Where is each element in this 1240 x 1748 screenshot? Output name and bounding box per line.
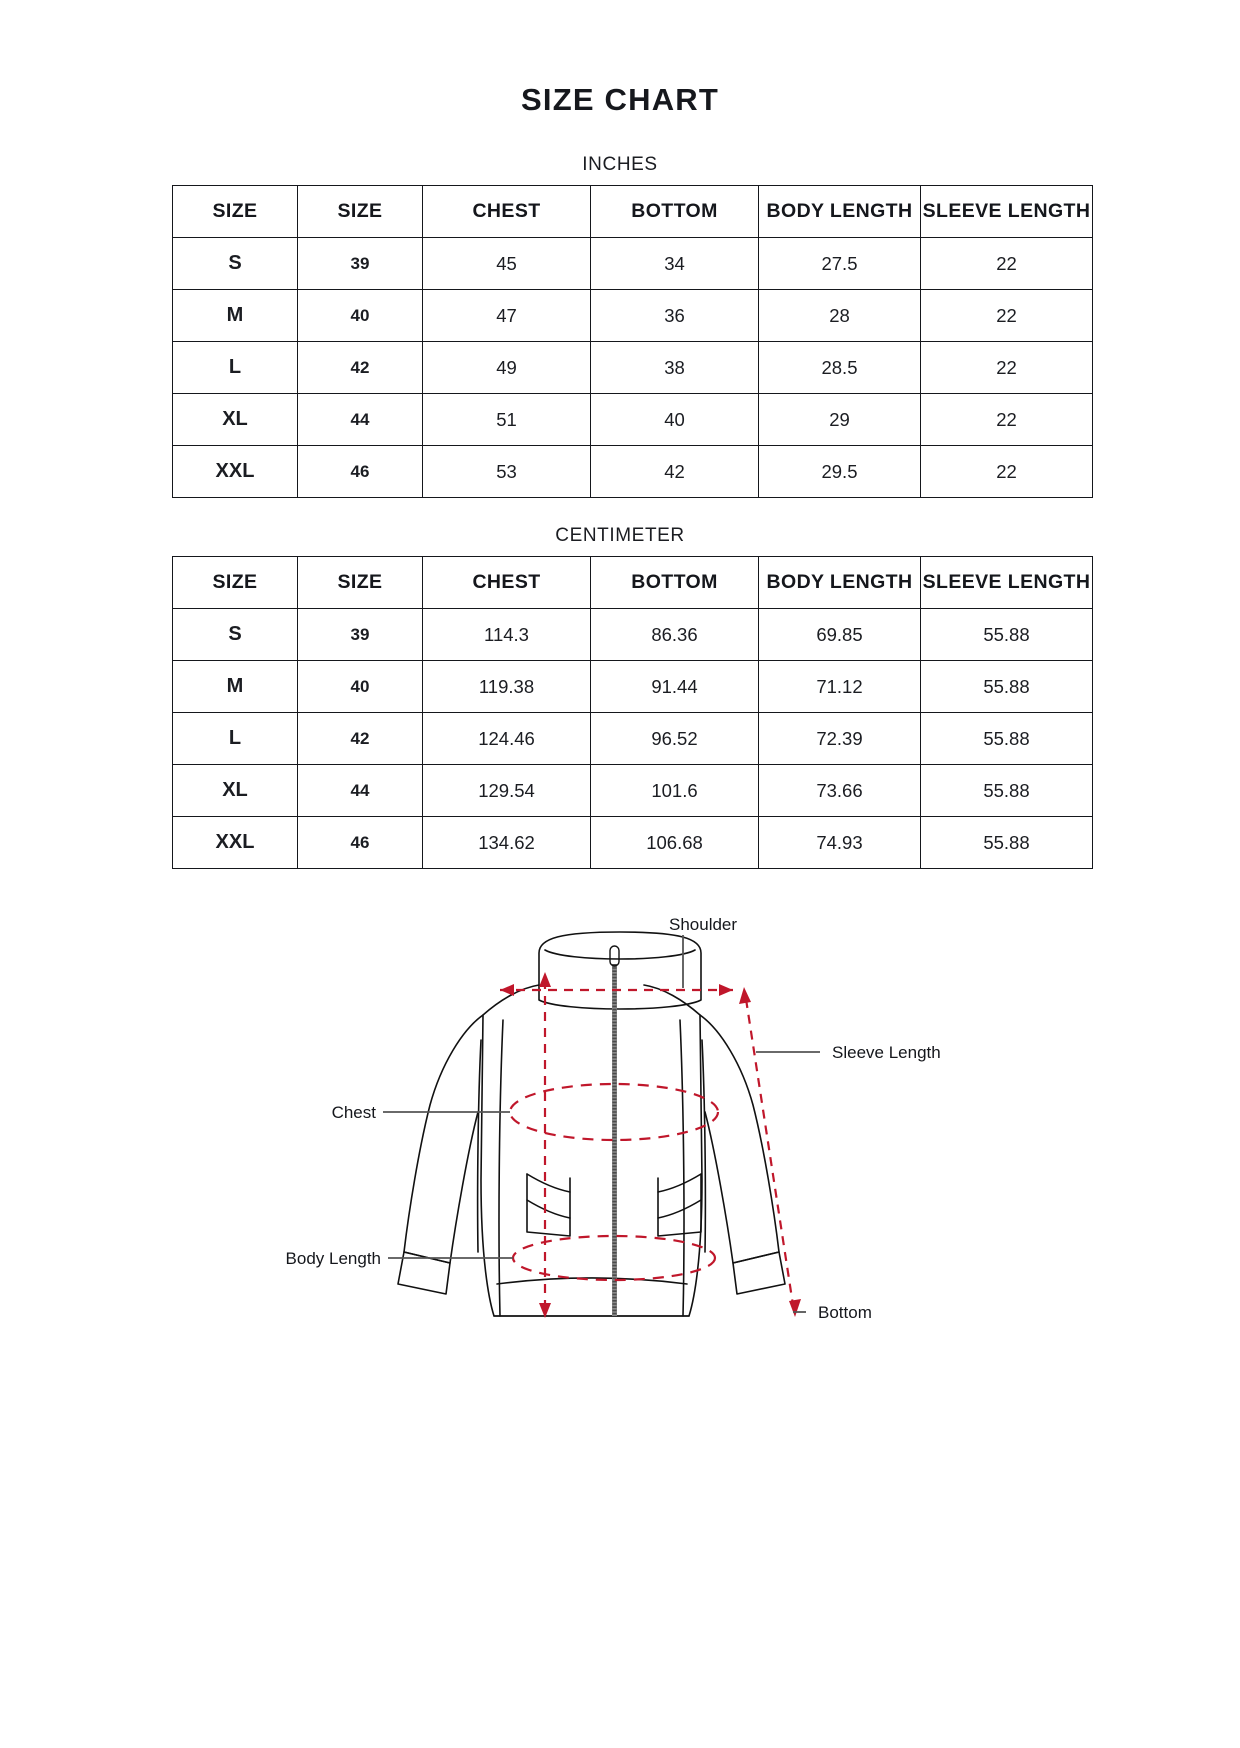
label-shoulder: Shoulder — [669, 915, 738, 934]
cell-size-letter: XXL — [173, 446, 298, 498]
cell-sleeve-length: 55.88 — [921, 609, 1093, 661]
table-row — [173, 394, 1093, 446]
column-header-bottom: BOTTOM — [591, 186, 759, 238]
table-row — [173, 290, 1093, 342]
cell-bottom: 96.52 — [591, 713, 759, 765]
cell-size-number: 42 — [298, 342, 423, 394]
cell-bottom: 34 — [591, 238, 759, 290]
jacket-measurement-diagram — [0, 880, 1240, 1440]
table-header-row — [173, 186, 1093, 238]
cell-sleeve-length: 22 — [921, 446, 1093, 498]
column-header-bottom: BOTTOM — [591, 557, 759, 609]
cell-size-letter: L — [173, 342, 298, 394]
cell-chest: 51 — [423, 394, 591, 446]
measurement-marks — [500, 972, 801, 1318]
cell-size-letter: XL — [173, 765, 298, 817]
label-chest: Chest — [331, 1103, 376, 1122]
column-header-size-number: SIZE — [298, 557, 423, 609]
column-header-size-number: SIZE — [298, 186, 423, 238]
cell-body-length: 72.39 — [759, 713, 921, 765]
cell-bottom: 91.44 — [591, 661, 759, 713]
column-header-sleeve-length: SLEEVE LENGTH — [921, 557, 1093, 609]
cell-body-length: 27.5 — [759, 238, 921, 290]
cell-sleeve-length: 22 — [921, 238, 1093, 290]
cell-body-length: 28.5 — [759, 342, 921, 394]
cell-chest: 49 — [423, 342, 591, 394]
cell-sleeve-length: 55.88 — [921, 765, 1093, 817]
table-row — [173, 238, 1093, 290]
cell-size-letter: XXL — [173, 817, 298, 869]
inches-table-wrapper — [172, 185, 1091, 498]
cell-bottom: 86.36 — [591, 609, 759, 661]
cell-size-number: 39 — [298, 609, 423, 661]
column-header-chest: CHEST — [423, 557, 591, 609]
cell-size-number: 42 — [298, 713, 423, 765]
arrow-right-icon — [719, 984, 733, 996]
cell-sleeve-length: 55.88 — [921, 713, 1093, 765]
cell-sleeve-length: 55.88 — [921, 661, 1093, 713]
cell-bottom: 38 — [591, 342, 759, 394]
column-header-body-length: BODY LENGTH — [759, 557, 921, 609]
cell-body-length: 74.93 — [759, 817, 921, 869]
cell-chest: 45 — [423, 238, 591, 290]
table-row — [173, 765, 1093, 817]
cell-size-letter: M — [173, 661, 298, 713]
arrow-down-icon — [789, 1299, 801, 1317]
cell-sleeve-length: 22 — [921, 342, 1093, 394]
cell-sleeve-length: 22 — [921, 394, 1093, 446]
cell-chest: 129.54 — [423, 765, 591, 817]
centimeter-table-wrapper — [172, 556, 1091, 869]
cell-body-length: 71.12 — [759, 661, 921, 713]
cell-size-letter: XL — [173, 394, 298, 446]
cell-size-number: 39 — [298, 238, 423, 290]
table-row — [173, 342, 1093, 394]
column-header-size-letter: SIZE — [173, 186, 298, 238]
inches-table-caption: INCHES — [582, 154, 658, 175]
zipper-icon — [610, 946, 619, 1316]
page-title: SIZE CHART — [521, 82, 719, 117]
column-header-size-letter: SIZE — [173, 557, 298, 609]
cell-bottom: 36 — [591, 290, 759, 342]
cell-bottom: 106.68 — [591, 817, 759, 869]
label-sleeve-length: Sleeve Length — [832, 1043, 941, 1062]
centimeter-size-table — [172, 556, 1093, 869]
table-header-row — [173, 557, 1093, 609]
cell-body-length: 28 — [759, 290, 921, 342]
column-header-body-length: BODY LENGTH — [759, 186, 921, 238]
cell-chest: 47 — [423, 290, 591, 342]
cell-body-length: 73.66 — [759, 765, 921, 817]
cell-chest: 53 — [423, 446, 591, 498]
cell-size-number: 44 — [298, 394, 423, 446]
arrow-up-icon — [539, 972, 551, 987]
arrow-left-icon — [500, 984, 514, 996]
cell-size-letter: S — [173, 238, 298, 290]
cell-bottom: 40 — [591, 394, 759, 446]
cell-sleeve-length: 22 — [921, 290, 1093, 342]
leader-lines — [383, 935, 820, 1312]
cell-body-length: 29 — [759, 394, 921, 446]
label-body-length: Body Length — [285, 1249, 381, 1268]
cell-size-letter: M — [173, 290, 298, 342]
cell-bottom: 42 — [591, 446, 759, 498]
column-header-sleeve-length: SLEEVE LENGTH — [921, 186, 1093, 238]
cell-body-length: 29.5 — [759, 446, 921, 498]
cell-chest: 119.38 — [423, 661, 591, 713]
cell-size-number: 46 — [298, 817, 423, 869]
inches-size-table — [172, 185, 1093, 498]
table-row — [173, 661, 1093, 713]
column-header-chest: CHEST — [423, 186, 591, 238]
arrow-up-icon — [739, 987, 751, 1004]
cell-size-number: 40 — [298, 661, 423, 713]
table-row — [173, 446, 1093, 498]
cell-size-letter: L — [173, 713, 298, 765]
cell-body-length: 69.85 — [759, 609, 921, 661]
label-bottom: Bottom — [818, 1303, 872, 1322]
cell-chest: 114.3 — [423, 609, 591, 661]
cell-bottom: 101.6 — [591, 765, 759, 817]
cell-size-number: 44 — [298, 765, 423, 817]
cell-chest: 124.46 — [423, 713, 591, 765]
centimeter-table-caption: CENTIMETER — [555, 525, 685, 546]
cell-size-number: 40 — [298, 290, 423, 342]
table-row — [173, 609, 1093, 661]
cell-size-number: 46 — [298, 446, 423, 498]
cell-size-letter: S — [173, 609, 298, 661]
cell-chest: 134.62 — [423, 817, 591, 869]
table-row — [173, 713, 1093, 765]
cell-sleeve-length: 55.88 — [921, 817, 1093, 869]
table-row — [173, 817, 1093, 869]
